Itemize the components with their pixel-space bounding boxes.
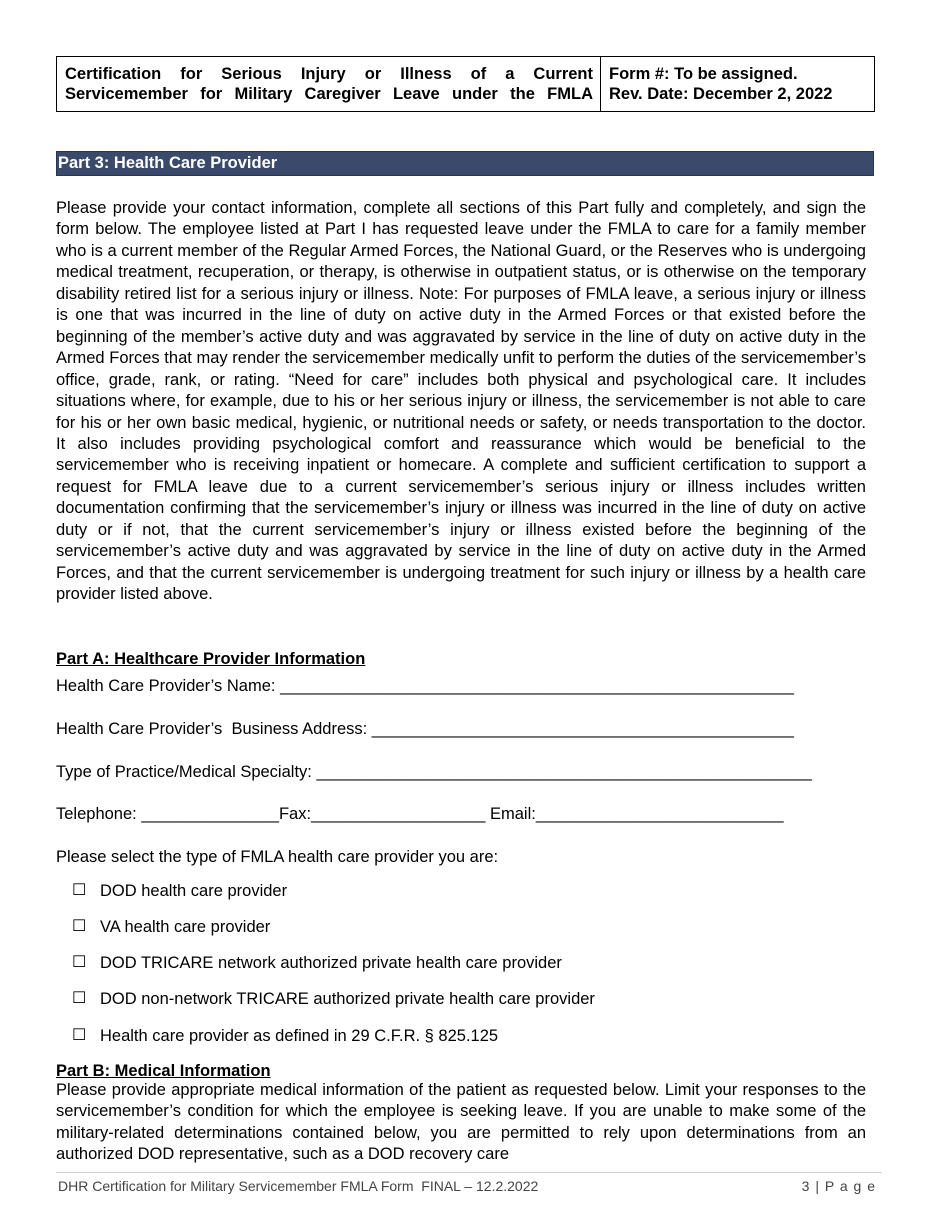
checkbox[interactable]: ☐ (72, 918, 87, 935)
option-dod-provider[interactable] (72, 881, 287, 901)
part3-heading: Part 3: Health Care Provider (56, 151, 874, 176)
partB-heading: Part B: Medical Information (56, 1062, 271, 1080)
option-label: DOD health care provider (100, 882, 288, 900)
option-label: Health care provider as defined in 29 C.F.R. § 825.125 (100, 1027, 499, 1045)
footer-divider (56, 1172, 882, 1173)
option-cfr-provider[interactable] (72, 1026, 498, 1046)
option-label: DOD TRICARE network authorized private health care provider (100, 954, 562, 972)
option-va-provider[interactable] (72, 917, 270, 937)
part3-intro-paragraph: Please provide your contact information, complete all sections of this Part fully and completely, and sign the form below. The employee listed at Part I has requested leave under the FMLA to care for a family member who is a current member of the Regular Armed Forces, the National Guard, or the Reserves who is undergoing medical treatment, recuperation, or therapy, is otherwise in outpatient status, or is otherwise on the temporary disability retired list for a serious injury or illness. Note: For purposes of FMLA leave, a serious injury or illness is one that was incurred in the line of duty on active duty in the Armed Forces or that existed before the beginning of the member’s active duty and was aggravated by service in the line of duty on active duty in the Armed Forces that may render the servicemember medically unfit to perform the duties of the servicemember’s office, grade, rank, or rating. “Need for care” includes both physical and psychological care. It includes situations where, for example, due to his or her serious injury or illness, the servicemember is not able to care for his or her own basic medical, hygienic, or nutritional needs or safety, or needs transportation to the doctor. It also includes providing psychological comfort and reassurance which would be beneficial to the servicemember who is receiving inpatient or homecare. A complete and sufficient certification to support a request for FMLA leave due to a current servicemember’s serious injury or illness includes written documentation confirming that the servicemember’s injury or illness was incurred in the line of duty on active duty or if not, that the current servicemember’s injury or illness existed before the beginning of the servicemember’s active duty and was aggravated by service in the line of duty on active duty in the Armed Forces, and that the current servicemember is undergoing treatment for such injury or illness by a health care provider listed above. (56, 199, 866, 604)
contact-fields-line[interactable]: Telephone: _______________Fax:___________________ Email:___________________________ (56, 805, 784, 823)
provider-name-field[interactable]: Health Care Provider’s Name: ________________________________________________________ (56, 677, 794, 695)
option-tricare-non-network-provider[interactable] (72, 989, 595, 1009)
business-address-field[interactable]: Health Care Provider’s Business Address: ______________________________________________ (56, 720, 794, 738)
form-header-table (56, 56, 875, 112)
form-number: Form #: To be assigned. (609, 65, 798, 83)
form-meta (601, 57, 874, 111)
footer-document-title: DHR Certification for Military Servicemember FMLA Form FINAL – 12.2.2022 (58, 1178, 539, 1194)
provider-type-prompt: Please select the type of FMLA health care provider you are: (56, 848, 499, 866)
partA-heading: Part A: Healthcare Provider Information (56, 650, 366, 668)
option-label: DOD non-network TRICARE authorized private health care provider (100, 990, 595, 1008)
checkbox[interactable]: ☐ (72, 990, 87, 1007)
checkbox[interactable]: ☐ (72, 1027, 87, 1044)
medical-specialty-field[interactable]: Type of Practice/Medical Specialty: ______________________________________________________ (56, 763, 812, 781)
form-title: Certification for Serious Injury or Illness of a Current Servicemember for Military Caregiver Leave under the FMLA (57, 57, 601, 111)
revision-date: Rev. Date: December 2, 2022 (609, 85, 833, 103)
checkbox[interactable]: ☐ (72, 954, 87, 971)
option-label: VA health care provider (100, 918, 271, 936)
checkbox[interactable]: ☐ (72, 882, 87, 899)
option-tricare-network-provider[interactable] (72, 953, 562, 973)
page-number: 3 | P a g e (801, 1178, 876, 1194)
partB-paragraph: Please provide appropriate medical information of the patient as requested below. Limit your responses to the servicemember’s condition for which the employee is seeking leave. If you are unable to make some of the military-related determinations contained below, you are permitted to rely upon determinations from an authorized DOD representative, such as a DOD recovery care (56, 1081, 866, 1163)
